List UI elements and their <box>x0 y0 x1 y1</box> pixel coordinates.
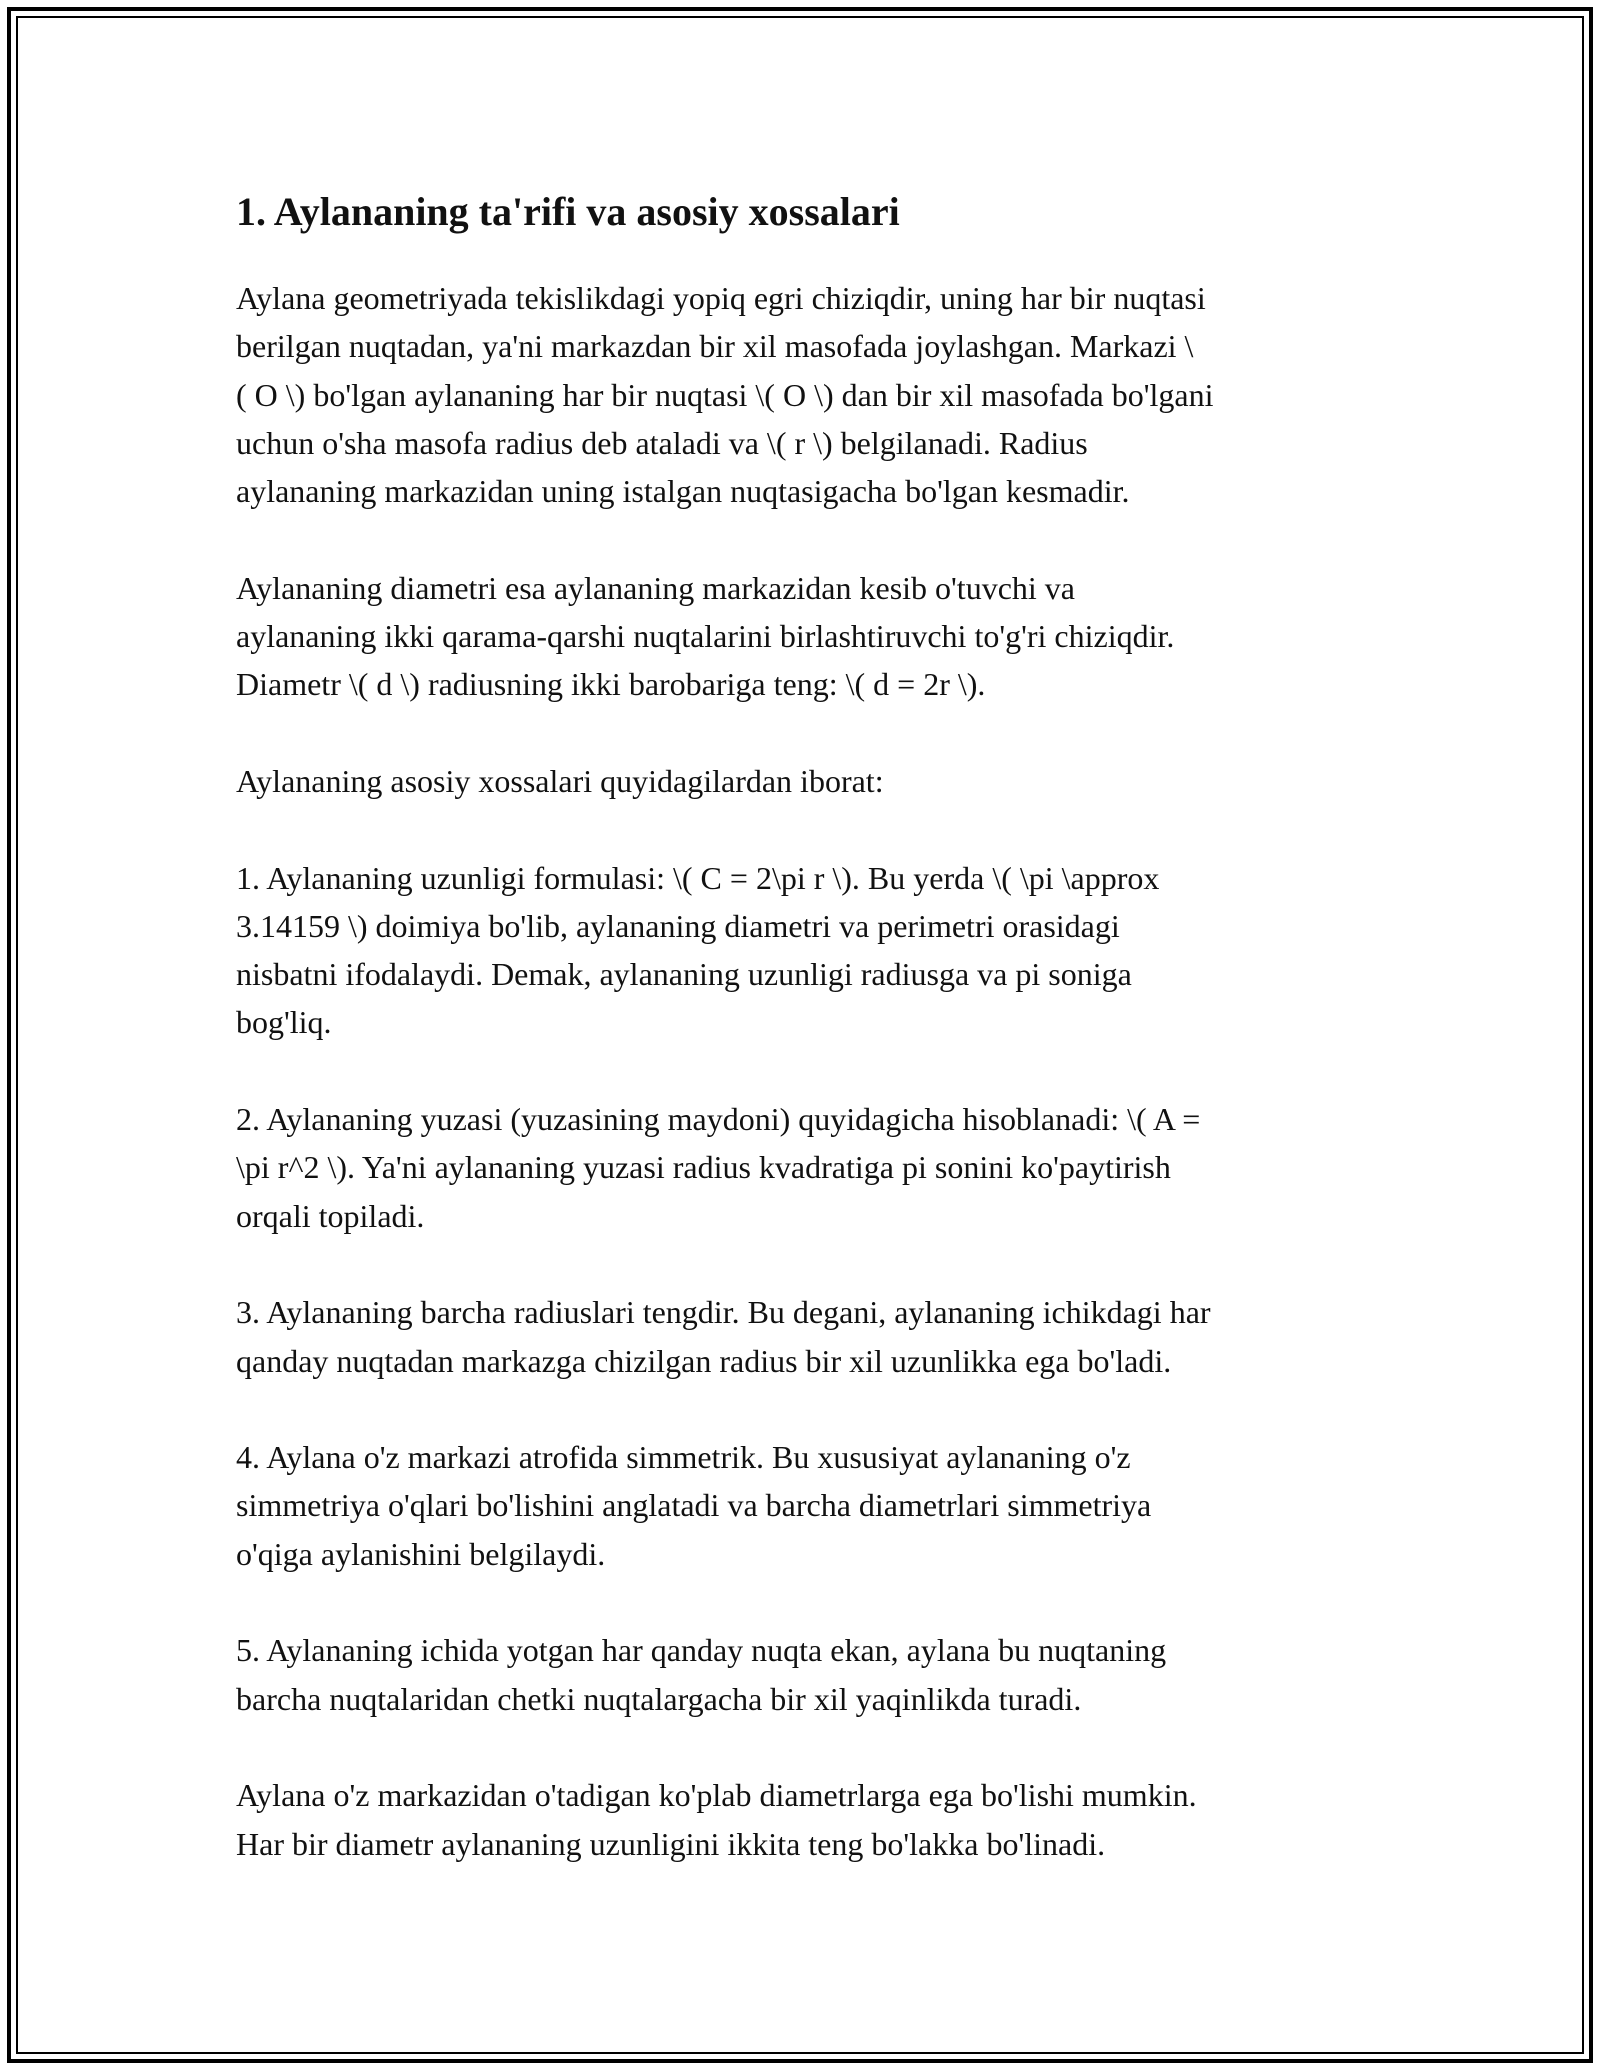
list-item-radii <box>236 1288 1366 1385</box>
text-line: 1. Aylananing uzunligi formulasi: \( C = 2\pi r \). Bu yerda \( \pi \approx <box>236 859 1160 896</box>
text-line: berilgan nuqtadan, ya'ni markazdan bir xil masofada joylashgan. Markazi \ <box>236 328 1194 365</box>
text-line: Aylana geometriyada tekislikdagi yopiq egri chiziqdir, uning har bir nuqtasi <box>236 280 1206 316</box>
text-line: 5. Aylananing ichida yotgan har qanday nuqta ekan, aylana bu nuqtaning <box>236 1632 1167 1669</box>
text-line: ( O \) bo'lgan aylananing har bir nuqtasi \( O \) dan bir xil masofada bo'lgani <box>236 376 1214 413</box>
list-item-area <box>236 1095 1366 1240</box>
text-line: bog'liq. <box>236 1004 332 1041</box>
text-line: o'qiga aylanishini belgilaydi. <box>236 1535 606 1572</box>
paragraph-conclusion <box>236 1771 1366 1868</box>
paragraph-diameter <box>236 564 1366 709</box>
text-line: simmetriya o'qlari bo'lishini anglatadi va barcha diametrlari simmetriya <box>236 1487 1152 1524</box>
paragraph-definition <box>236 274 1366 515</box>
text-line: aylananing markazidan uning istalgan nuqtasigacha bo'lgan kesmadir. <box>236 473 1130 510</box>
text-line: 3.14159 \) doimiya bo'lib, aylananing diametri va perimetri orasidagi <box>236 907 1120 944</box>
text-line: 2. Aylananing yuzasi (yuzasining maydoni) quyidagicha hisoblanadi: \( A = <box>236 1101 1201 1138</box>
paragraph-properties-intro <box>236 757 1366 805</box>
list-item-circumference <box>236 854 1366 1047</box>
document-body <box>236 186 1366 1868</box>
text-line: Aylana o'z markazidan o'tadigan ko'plab diametrlarga ega bo'lishi mumkin. <box>236 1777 1197 1814</box>
text-line: barcha nuqtalaridan chetki nuqtalargacha bir xil yaqinlikda turadi. <box>236 1680 1082 1717</box>
text-line: uchun o'sha masofa radius deb ataladi va \( r \) belgilanadi. Radius <box>236 424 1088 461</box>
text-line: aylananing ikki qarama-qarshi nuqtalarini birlashtiruvchi to'g'ri chiziqdir. <box>236 618 1175 655</box>
text-line: \pi r^2 \). Ya'ni aylananing yuzasi radius kvadratiga pi sonini ko'paytirish <box>236 1149 1171 1186</box>
text-line: Aylananing diametri esa aylananing markazidan kesib o'tuvchi va <box>236 569 1075 606</box>
text-line: Har bir diametr aylananing uzunligini ikkita teng bo'lakka bo'linadi. <box>236 1825 1106 1862</box>
text-line: Aylananing asosiy xossalari quyidagilardan iborat: <box>236 762 884 799</box>
text-line: 4. Aylana o'z markazi atrofida simmetrik. Bu xususiyat aylananing o'z <box>236 1439 1131 1476</box>
list-item-inner-point <box>236 1626 1366 1723</box>
list-item-symmetry <box>236 1433 1366 1578</box>
text-line: qanday nuqtadan markazga chizilgan radius bir xil uzunlikka ega bo'ladi. <box>236 1342 1172 1379</box>
text-line: 3. Aylananing barcha radiuslari tengdir. Bu degani, aylananing ichikdagi har <box>236 1294 1211 1331</box>
section-title: 1. Aylananing ta'rifi va asosiy xossalari <box>236 189 900 234</box>
text-line: Diametr \( d \) radiusning ikki barobariga teng: \( d = 2r \). <box>236 666 986 703</box>
text-line: nisbatni ifodalaydi. Demak, aylananing uzunligi radiusga va pi soniga <box>236 956 1132 993</box>
text-line: orqali topiladi. <box>236 1197 425 1234</box>
